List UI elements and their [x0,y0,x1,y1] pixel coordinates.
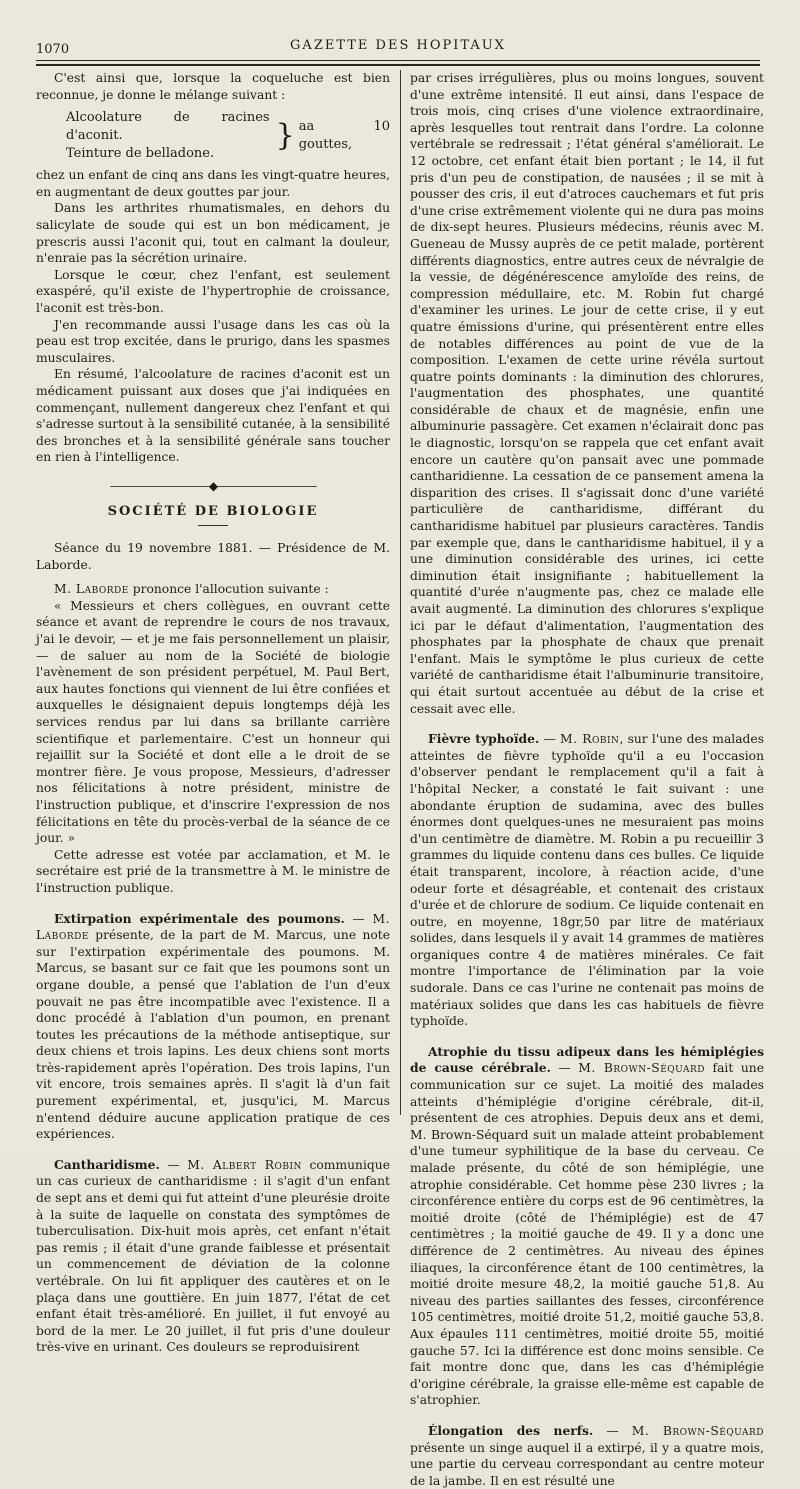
article-fievre: Fièvre typhoïde. — M. Robin, sur l'une des malades atteintes de fièvre typhoïde qu'il a eu l'occasion d'observer pendant le remplacement qu'il a fait à l'hôpital Necker, a constaté le fait suivant : une abondante éruption de sudamina, avec des bulles énormes dont quelques-unes ne mesuraient pas moins d'un centimètre de diamètre. M. Robin a pu recueillir 3 grammes du liquide contenu dans ces bulles. Ce liquide était transparent, incolore, à réaction acide, d'une odeur forte et désagréable, et contenait des cristaux d'urée et de chlorure de sodium. Ce liquide contenait en outre, en moyenne, 18gr,50 par litre de matériaux solides, dans lesquels il y avait 14 grammes de matières organiques contre 4 de matières minérales. Ce fait montre l'importance de l'élimination par la voie sudorale. Dans ce cas l'urine ne contenait pas moins de matériaux solides que dans les cas habituels de fièvre typhoïde. [410,731,764,1029]
ornament-divider: —————————◆————————— [109,478,317,493]
formula-dose: aa 10 gouttes, [298,119,390,153]
paragraph: Dans les arthrites rhumatismales, en dehors du salicylate de soude qui est un bon médicament, je prescris aussi l'aconit qui, tout en calmant la douleur, n'enraie pas la sécrétion urinaire. [36,201,390,266]
article-title: Fièvre typhoïde. [428,731,540,747]
header-rule [36,60,760,61]
article-title: Élongation des nerfs. [428,1422,594,1438]
column-divider [400,70,401,1115]
article-title: Atrophie du tissu adipeux dans les hémiplégies de cause cérébrale. [410,1043,764,1076]
short-rule [198,525,228,526]
header-rule-thick [36,64,760,66]
paragraph: Cette adresse est votée par acclamation, et M. le secrétaire est prié de la transmettre à M. le ministre de l'instruction publique. [36,847,390,895]
paragraph: Lorsque le cœur, chez l'enfant, est seulement exaspéré, qu'il existe de l'hypertrophie de croissance, l'aconit est très-bon. [36,267,390,315]
article-extirpation: Extirpation expérimentale des poumons. — M. Laborde présente, de la part de M. Marcus, une note sur l'extirpation expérimentale des poumons. M. Marcus, se basant sur ce fait que les poumons sont un organe double, a pensé que l'ablation de l'un d'eux pouvait ne pas être incompatible avec l'existence. Il a donc procédé à l'ablation d'un poumon, en prenant toutes les précautions de la méthode antiseptique, sur deux chiens et trois lapins. Les deux chiens sont morts très-rapidement après l'opération. Des trois lapins, l'un vit encore, trois semaines après. Il s'agit là d'un fait purement expérimental, et, jusqu'ici, M. Marcus n'entend déduire aucune application pratique de ces expériences. [36,910,390,1142]
right-column [410,70,764,1489]
ingredient-1: Alcoolature de racines d'aconit. [66,110,270,144]
article-atrophie: Atrophie du tissu adipeux dans les hémiplégies de cause cérébrale. — M. Brown-Séquard fait une communication sur ce sujet. La moitié des malades atteints d'hémiplégie d'origine cérébrale, dit-il, présentent de ces atrophies. Depuis deux ans et demi, M. Brown-Séquard suit un malade atteint probablement d'une tumeur syphilitique de la base du cerveau. Ce malade présente, du côté de son hémiplégie, une atrophie considérable. Cet homme pèse 230 livres ; la circonférence entière du corps est de 96 centimètres, la moitié droite (côté de l'hémiplégie) est de 47 centimètres ; la moitié gauche de 49. Il y a donc une différence de 2 centimètres. Au niveau des épines iliaques, la circonférence étant de 100 centimètres, la moitié droite mesure 48,2, la moitié gauche 51,8. Au niveau des parties saillantes des fesses, circonférence 105 centimètres, moitié droite 51,2, moitié gauche 53,8. Aux épaules 111 centimètres, moitié droite 55, moitié gauche 57. Ici la différence est donc moins sensible. Ce fait montre donc que, dans les cas d'hémiplégie d'origine cérébrale, la graisse elle-même est capable de s'atrophier. [410,1043,764,1408]
paragraph: C'est ainsi que, lorsque la coqueluche est bien reconnue, je donne le mélange suivant : [36,71,390,102]
brace-glyph: } [275,118,295,154]
formula-ingredients [66,109,272,163]
speech-quote: « Messieurs et chers collègues, en ouvrant cette séance et avant de reprendre le cours de nos travaux, j'ai le devoir, — et je me fais personnellement un plaisir, — de saluer au nom de la Société de biologie l'avènement de son président perpétuel, M. Paul Bert, aux hautes fonctions qui viennent de lui être confiées et auxquelles le désignaient depuis longtemps déjà les services rendus par lui dans sa brillante carrière scientifique et parlementaire. C'est un honneur qui rejaillit sur la Société et dont elle a le droit de se montrer fière. Je vous propose, Messieurs, d'adresser nos félicitations à notre président, ministre de l'instruction publique, et d'inscrire l'expression de nos félicitations en tête du procès-verbal de la séance de ce jour. » [36,598,390,846]
speaker-name: M. Robin [560,732,620,747]
running-title: GAZETTE DES HOPITAUX [290,38,506,53]
paragraph: J'en recommande aussi l'usage dans les cas où la peau est trop excitée, dans le prurigo, dans les spasmes musculaires. [36,317,390,365]
paragraph: M. Laborde prononce l'allocution suivante : [54,582,329,597]
article-title: Cantharidisme. [54,1156,160,1172]
prescription-formula [66,109,390,163]
session-line: Séance du 19 novembre 1881. — Présidence de M. Laborde. [36,541,390,572]
paragraph: chez un enfant de cinq ans dans les vingt-quatre heures, en augmentant de deux gouttes par jour. [36,168,390,199]
article-title: Extirpation expérimentale des poumons. [54,910,345,926]
section-title: SOCIÉTÉ DE BIOLOGIE [107,504,319,520]
article-elongation: Élongation des nerfs. — M. Brown-Séquard présente un singe auquel il a extirpé, il y a quatre mois, une partie du cerveau correspondant au centre moteur de la jambe. Il en est résulté une [410,1422,764,1488]
page-number: 1070 [36,42,70,57]
left-column [36,70,390,1356]
page-header [36,36,760,58]
paragraph: par crises irrégulières, plus ou moins longues, souvent d'une extrême intensité. Il eut ainsi, dans l'espace de trois mois, cinq crises d'une violence extraordinaire, après lesquelles tout rentrait dans l'ordre. La colonne vertébrale se redressait ; l'état général s'améliorait. Le 12 octobre, cet enfant était bien portant ; le 14, il fut pris d'un peu de constipation, de nausées ; il se mit à pousser des cris, il eut d'atroces cauchemars et fut pris d'une crise extrêmement violente qui ne dura pas moins de dix-sept heures. Plusieurs médecins, réunis avec M. Gueneau de Mussy auprès de ce petit malade, portèrent différents diagnostics, entre autres ceux de névralgie de la vessie, de dégénérescence amyloïde des reins, de compression médullaire, etc. M. Robin fut chargé d'examiner les urines. Le jour de cette crise, il y eut quatre émissions d'urine, qui présentèrent entre elles de notables différences au point de vue de la composition. L'examen de cette urine révéla surtout quatre points dominants : la diminution des chlorures, l'augmentation des phosphates, une quantité considérable de chaux et de magnésie, enfin une albuminurie passagère. Cet examen n'éclairait donc pas le diagnostic, lorsqu'on se rappela que cet enfant avait encore un cautère qu'on pansait avec une pommade cantharidienne. La cessation de ce pansement amena la disparition des crises. Il s'agissait donc d'une variété particulière de cantharidisme, différant du cantharidisme habituel par plusieurs caractères. Tandis par exemple que, dans le cantharidisme habituel, il y a une diminution considérable des urines, ici cette diminution était insignifiante ; habituellement la quantité d'urée n'augmente pas, chez ce malade elle avait augmenté. La diminution des chlorures s'explique ici par le défaut d'alimentation, l'augmentation des phosphates par la phosphate de chaux que prenait l'enfant. Mais le symptôme le plus curieux de cette variété de cantharidisme était l'albuminurie transitoire, qui était surtout accentuée au début de la crise et cessait avec elle. [410,71,764,716]
article-cantharidisme: Cantharidisme. — M. Albert Robin communique un cas curieux de cantharidisme : il s'agit d'un enfant de sept ans et demi qui fut atteint d'une pleurésie droite à la suite de laquelle on constata des symptômes de tuberculisation. Dix-huit mois après, cet enfant n'était pas remis ; il était d'une grande faiblesse et présentait un commencement de déviation de la colonne vertébrale. On lui fit appliquer des cautères et on le plaça dans une gouttière. En juin 1877, l'état de cet enfant était très-amélioré. En juillet, il fut envoyé au bord de la mer. Le 20 juillet, il fut pris d'une douleur très-vive en urinant. Ces douleurs se reproduisirent [36,1156,390,1355]
ingredient-2: Teinture de belladone. [66,146,215,162]
speaker-name: M. Brown-Séquard [631,1423,764,1438]
speaker-name: M. Brown-Séquard [578,1061,705,1076]
speaker-name: M. Albert Robin [187,1157,302,1172]
speaker-name: M. Laborde [54,582,129,597]
paragraph: En résumé, l'alcoolature de racines d'aconit est un médicament puissant aux doses que j'ai indiquées en commençant, nullement dangereux chez l'enfant et qui s'adresse surtout à la sensibilité cutanée, à la sensibilité des bronches et à la sensibilité générale sans toucher en rien à l'intelligence. [36,367,390,465]
speaker-name: M. Laborde [36,911,390,943]
